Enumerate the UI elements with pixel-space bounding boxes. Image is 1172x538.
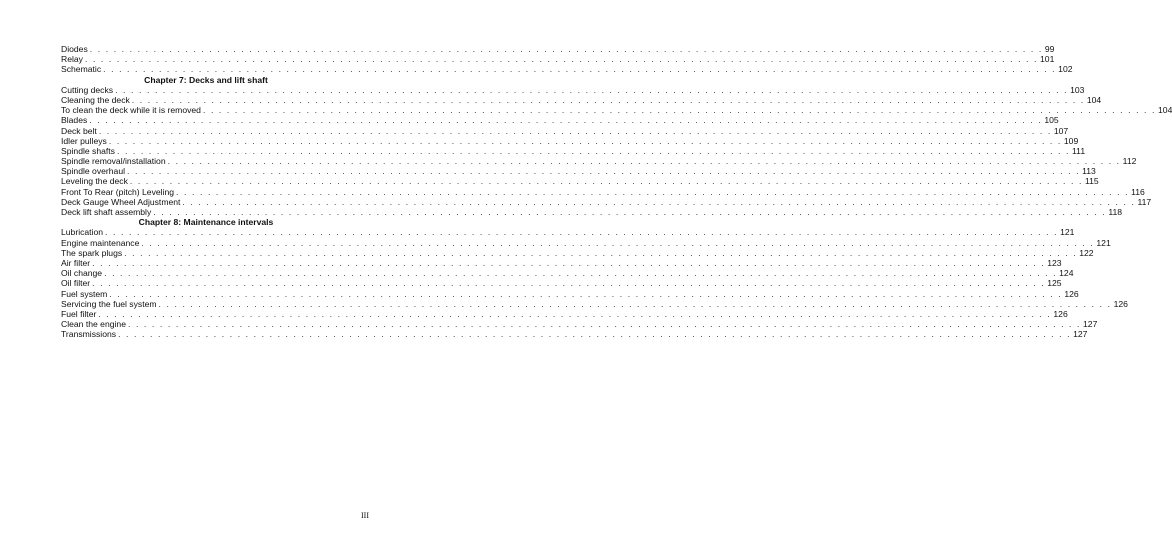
dot-leader: . . . . . . . . . . . . . . . . . . . . . . . . . . . . . . . . . . . . . . . . . . . . . . . . . . . . . . . . . . . . . . . . . . . . . . . . . . . . . . . . . . . . . . . . . . . . . . . . . . . . . . . . . . . . . . . . . . . . . . . . (116, 145, 1071, 156)
toc-entry-page-number: 127 (1073, 329, 1088, 340)
toc-entry-page-number: 115 (1084, 176, 1099, 187)
toc-entry-title: Oil filter (61, 278, 91, 289)
toc-entry[interactable] (61, 156, 1137, 167)
toc-entry-page-number: 104 (1086, 94, 1102, 105)
toc-entry-page-number: 124 (1059, 268, 1074, 279)
dot-leader: . . . . . . . . . . . . . . . . . . . . . . . . . . . . . . . . . . . . . . . . . . . . . . . . . . . . . . . . . . . . . . . . . . . . . . . . . . . . . . . . . . . . . . . . . . . . . . . . . . . . . . . . . . . . . . . . . . . . . . . . (167, 156, 1121, 167)
dot-leader: . . . . . . . . . . . . . . . . . . . . . . . . . . . . . . . . . . . . . . . . . . . . . . . . . . . . . . . . . . . . . . . . . . . . . . . . . . . . . . . . . . . . . . . . . . . . . . . . . . . . . . . . . . . . . . . . . . . . . . . . (127, 319, 1082, 330)
dot-leader: . . . . . . . . . . . . . . . . . . . . . . . . . . . . . . . . . . . . . . . . . . . . . . . . . . . . . . . . . . . . . . . . . . . . . . . . . . . . . . . . . . . . . . . . . . . . . . . . . . . . . . . . . . . . . . . . . . . . . . . . (92, 278, 1046, 289)
dot-leader: . . . . . . . . . . . . . . . . . . . . . . . . . . . . . . . . . . . . . . . . . . . . . . . . . . . . . . . . . . . . . . . . . . . . . . . . . . . . . . . . . . . . . . . . . . . . . . . . . . . . . . . . . . . . . . . . . . . . . . . . (118, 329, 1072, 340)
dot-leader: . . . . . . . . . . . . . . . . . . . . . . . . . . . . . . . . . . . . . . . . . . . . . . . . . . . . . . . . . . . . . . . . . . . . . . . . . . . . . . . . . . . . . . . . . . . . . . . . . . . . . . . . . . . . . . . . . . . . . . . . (98, 308, 1052, 319)
toc-entry[interactable] (61, 298, 1128, 309)
toc-entry[interactable] (61, 329, 1088, 340)
dot-leader: . . . . . . . . . . . . . . . . . . . . . . . . . . . . . . . . . . . . . . . . . . . . . . . . . . . . . . . . . . . . . . . . . . . . . . . . . . . . . . . . . . . . . . . . . . . . . . . . . . . . . . . . . . . . . . . . . . . . . . . . (127, 166, 1081, 177)
toc-entry-page-number: 116 (1131, 186, 1145, 197)
toc-entry-title: Spindle removal/installation (61, 156, 166, 167)
dot-leader: . . . . . . . . . . . . . . . . . . . . . . . . . . . . . . . . . . . . . . . . . . . . . . . . . . . . . . . . . . . . . . . . . . . . . . . . . . . . . . . . . . . . . . . . . . . . . . . . . . . . . . . . . . . . . . . . . . . . . . . . (182, 196, 1136, 207)
toc-entry-page-number: 117 (1137, 196, 1152, 207)
page-folio: III (361, 511, 369, 520)
toc-entry-title: Engine maintenance (61, 237, 140, 248)
toc-entry[interactable] (61, 319, 1098, 330)
toc-entry-page-number: 126 (1113, 298, 1128, 309)
dot-leader: . . . . . . . . . . . . . . . . . . . . . . . . . . . . . . . . . . . . . . . . . . . . . . . . . . . . . . . . . . . . . . . . . . . . . . . . . . . . . . . . . . . . . . . . . . . . . . . . . . . . . . . . . . . . . . . . . . . . . . . . (202, 105, 1157, 116)
toc-entry-title: Servicing the fuel system (61, 298, 157, 309)
toc-entry[interactable] (61, 186, 1145, 197)
toc-entry-title: Spindle shafts (61, 145, 115, 156)
dot-leader: . . . . . . . . . . . . . . . . . . . . . . . . . . . . . . . . . . . . . . . . . . . . . . . . . . . . . . . . . . . . . . . . . . . . . . . . . . . . . . . . . . . . . . . . . . . . . . . . . . . . . . . . . . . . . . . . . . . . . . . . (131, 94, 1085, 105)
toc-entry[interactable] (61, 64, 1073, 75)
toc-entry[interactable] (61, 207, 1123, 217)
toc-entry-page-number: 109 (1063, 135, 1079, 146)
toc-entry-title: Air filter (61, 257, 91, 268)
toc-entry[interactable] (61, 227, 1075, 238)
toc-entry[interactable] (61, 84, 1085, 95)
dot-leader: . . . . . . . . . . . . . . . . . . . . . . . . . . . . . . . . . . . . . . . . . . . . . . . . . . . . . . . . . . . . . . . . . . . . . . . . . . . . . . . . . . . . . . . . . . . . . . . . . . . . . . . . . . . . . . . . . . . . . . . . (109, 288, 1063, 299)
toc-entry-page-number: 104 (1158, 105, 1172, 116)
toc-entry-page-number: 107 (1053, 125, 1069, 136)
dot-leader: . . . . . . . . . . . . . . . . . . . . . . . . . . . . . . . . . . . . . . . . . . . . . . . . . . . . . . . . . . . . . . . . . . . . . . . . . . . . . . . . . . . . . . . . . . . . . . . . . . . . . . . . . . . . . . . . . . . . . . . . (158, 298, 1112, 309)
toc-entry[interactable] (61, 135, 1079, 146)
toc-entry[interactable] (61, 125, 1069, 136)
toc-entry-page-number: 118 (1108, 207, 1123, 217)
dot-leader: . . . . . . . . . . . . . . . . . . . . . . . . . . . . . . . . . . . . . . . . . . . . . . . . . . . . . . . . . . . . . . . . . . . . . . . . . . . . . . . . . . . . . . . . . . . . . . . . . . . . . . . . . . . . . . . . . . . . . . . . (104, 268, 1058, 279)
toc-entry[interactable] (61, 247, 1094, 258)
toc-entry-title: Idler pulleys (61, 135, 107, 146)
toc-entry-title: Diodes (61, 44, 88, 54)
toc-entry[interactable] (61, 288, 1079, 299)
toc-entry-page-number: 125 (1047, 278, 1062, 289)
toc-entry[interactable] (61, 278, 1062, 289)
toc-entry-page-number: 103 (1070, 84, 1085, 95)
toc-entry-page-number: 126 (1064, 288, 1079, 299)
toc-entry-title: Cleaning the deck (61, 94, 130, 105)
dot-leader: . . . . . . . . . . . . . . . . . . . . . . . . . . . . . . . . . . . . . . . . . . . . . . . . . . . . . . . . . . . . . . . . . . . . . . . . . . . . . . . . . . . . . . . . . . . . . . . . . . . . . . . . . . . . . . . . . . . . . . . . (105, 227, 1059, 238)
toc-entry[interactable] (61, 166, 1096, 177)
toc-entry-page-number: 126 (1053, 308, 1068, 319)
toc-entry-title: Spindle overhaul (61, 166, 126, 177)
toc-entry[interactable] (61, 237, 1111, 248)
toc-entry-title: Fuel filter (61, 308, 97, 319)
toc-entry[interactable] (61, 176, 1099, 187)
toc-entry-title: Leveling the deck (61, 176, 128, 187)
toc-entry[interactable] (61, 257, 1062, 268)
dot-leader: . . . . . . . . . . . . . . . . . . . . . . . . . . . . . . . . . . . . . . . . . . . . . . . . . . . . . . . . . . . . . . . . . . . . . . . . . . . . . . . . . . . . . . . . . . . . . . . . . . . . . . . . . . . . . . . . . . . . . . . . (115, 84, 1069, 95)
toc-entry[interactable] (61, 268, 1074, 279)
dot-leader: . . . . . . . . . . . . . . . . . . . . . . . . . . . . . . . . . . . . . . . . . . . . . . . . . . . . . . . . . . . . . . . . . . . . . . . . . . . . . . . . . . . . . . . . . . . . . . . . . . . . . . . . . . . . . . . . . . . . . . . . (98, 125, 1052, 136)
toc-entry-page-number: 121 (1060, 227, 1075, 238)
toc-entry-page-number: 105 (1044, 115, 1059, 126)
toc-entry-title: To clean the deck while it is removed (61, 105, 201, 116)
toc-entry-title: The spark plugs (61, 247, 123, 258)
dot-leader: . . . . . . . . . . . . . . . . . . . . . . . . . . . . . . . . . . . . . . . . . . . . . . . . . . . . . . . . . . . . . . . . . . . . . . . . . . . . . . . . . . . . . . . . . . . . . . . . . . . . . . . . . . . . . . . . . . . . . . . . (176, 186, 1130, 197)
chapter-heading: Chapter 7: Decks and lift shaft (144, 74, 268, 85)
toc-entry-title: Cutting decks (61, 84, 114, 95)
toc-entry-page-number: 123 (1047, 257, 1062, 268)
toc-entry-page-number: 99 (1044, 44, 1055, 54)
dot-leader: . . . . . . . . . . . . . . . . . . . . . . . . . . . . . . . . . . . . . . . . . . . . . . . . . . . . . . . . . . . . . . . . . . . . . . . . . . . . . . . . . . . . . . . . . . . . . . . . . . . . . . . . . . . . . . . . . . . . . . . . (129, 176, 1083, 187)
chapter-heading: Chapter 8: Maintenance intervals (138, 217, 274, 228)
toc-entry-title: Deck lift shaft assembly (61, 207, 152, 217)
toc-entry-page-number: 102 (1058, 64, 1073, 75)
toc-entry-page-number: 111 (1072, 145, 1086, 156)
toc-entry[interactable] (61, 54, 1055, 65)
dot-leader: . . . . . . . . . . . . . . . . . . . . . . . . . . . . . . . . . . . . . . . . . . . . . . . . . . . . . . . . . . . . . . . . . . . . . . . . . . . . . . . . . . . . . . . . . . . . . . . . . . . . . . . . . . . . . . . . . . . . . . . . (89, 44, 1043, 54)
toc-entry-title: Schematic (61, 64, 102, 75)
toc-entry-title: Fuel system (61, 288, 108, 299)
toc-entry-page-number: 113 (1082, 166, 1096, 177)
toc-entry-title: Relay (61, 54, 83, 65)
dot-leader: . . . . . . . . . . . . . . . . . . . . . . . . . . . . . . . . . . . . . . . . . . . . . . . . . . . . . . . . . . . . . . . . . . . . . . . . . . . . . . . . . . . . . . . . . . . . . . . . . . . . . . . . . . . . . . . . . . . . . . . . (89, 115, 1043, 126)
toc-entry-page-number: 101 (1040, 54, 1055, 65)
dot-leader: . . . . . . . . . . . . . . . . . . . . . . . . . . . . . . . . . . . . . . . . . . . . . . . . . . . . . . . . . . . . . . . . . . . . . . . . . . . . . . . . . . . . . . . . . . . . . . . . . . . . . . . . . . . . . . . . . . . . . . . . (124, 247, 1078, 258)
toc-entry-page-number: 122 (1079, 247, 1094, 258)
toc-entry-title: Lubrication (61, 227, 104, 238)
dot-leader: . . . . . . . . . . . . . . . . . . . . . . . . . . . . . . . . . . . . . . . . . . . . . . . . . . . . . . . . . . . . . . . . . . . . . . . . . . . . . . . . . . . . . . . . . . . . . . . . . . . . . . . . . . . . . . . . . . . . . . . . (92, 257, 1046, 268)
toc-entry[interactable] (61, 145, 1086, 156)
toc-entry-page-number: 121 (1096, 237, 1111, 248)
table-of-contents (61, 44, 1172, 340)
dot-leader: . . . . . . . . . . . . . . . . . . . . . . . . . . . . . . . . . . . . . . . . . . . . . . . . . . . . . . . . . . . . . . . . . . . . . . . . . . . . . . . . . . . . . . . . . . . . . . . . . . . . . . . . . . . . . . . . . . . . . . . . (108, 135, 1062, 146)
toc-entry[interactable] (61, 105, 1172, 116)
dot-leader: . . . . . . . . . . . . . . . . . . . . . . . . . . . . . . . . . . . . . . . . . . . . . . . . . . . . . . . . . . . . . . . . . . . . . . . . . . . . . . . . . . . . . . . . . . . . . . . . . . . . . . . . . . . . . . . . . . . . . . . . (141, 237, 1095, 248)
toc-entry-title: Clean the engine (61, 319, 126, 330)
toc-entry-page-number: 112 (1122, 156, 1137, 167)
toc-entry-title: Front To Rear (pitch) Leveling (61, 186, 175, 197)
dot-leader: . . . . . . . . . . . . . . . . . . . . . . . . . . . . . . . . . . . . . . . . . . . . . . . . . . . . . . . . . . . . . . . . . . . . . . . . . . . . . . . . . . . . . . . . . . . . . . . . . . . . . . . . . . . . . . . . . . . . . . . . (84, 54, 1039, 65)
toc-entry[interactable] (61, 196, 1152, 207)
toc-entry-title: Transmissions (61, 329, 117, 340)
toc-entry[interactable] (61, 94, 1102, 105)
toc-entry-page-number: 127 (1083, 319, 1098, 330)
dot-leader: . . . . . . . . . . . . . . . . . . . . . . . . . . . . . . . . . . . . . . . . . . . . . . . . . . . . . . . . . . . . . . . . . . . . . . . . . . . . . . . . . . . . . . . . . . . . . . . . . . . . . . . . . . . . . . . . . . . . . . . . (103, 64, 1057, 75)
toc-entry-title: Oil change (61, 268, 103, 279)
toc-entry-title: Blades (61, 115, 88, 126)
toc-entry-title: Deck belt (61, 125, 97, 136)
toc-entry[interactable] (61, 308, 1068, 319)
toc-entry[interactable] (61, 115, 1059, 126)
dot-leader: . . . . . . . . . . . . . . . . . . . . . . . . . . . . . . . . . . . . . . . . . . . . . . . . . . . . . . . . . . . . . . . . . . . . . . . . . . . . . . . . . . . . . . . . . . . . . . . . . . . . . . . . . . . . . . . . . . . . . . . . (153, 207, 1107, 217)
toc-entry[interactable] (61, 44, 1055, 54)
toc-entry-title: Deck Gauge Wheel Adjustment (61, 196, 181, 207)
